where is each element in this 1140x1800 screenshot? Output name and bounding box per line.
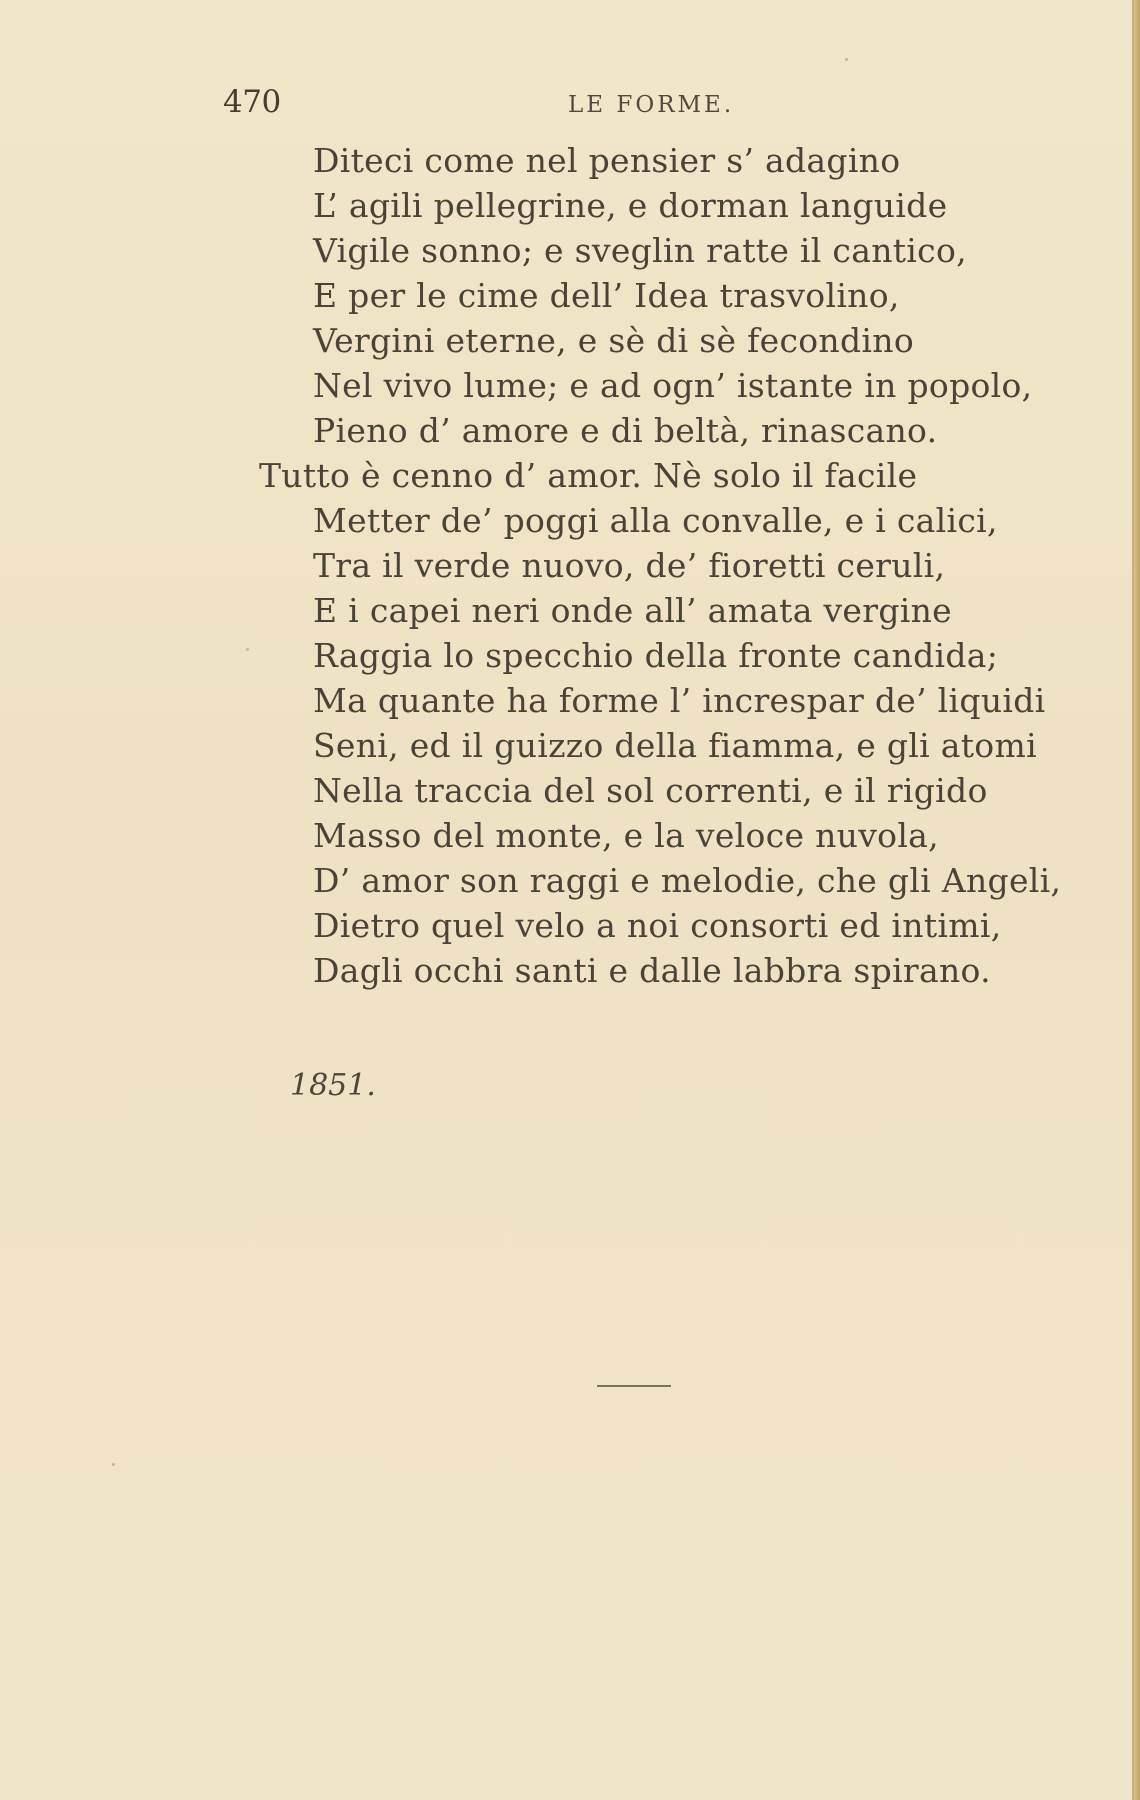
poem-line: Raggia lo specchio della fronte candida; [313, 636, 999, 675]
poem-date: 1851. [290, 1068, 376, 1103]
poem-line: Metter de’ poggi alla convalle, e i calici, [313, 501, 998, 540]
poem-line: Pieno d’ amore e di beltà, rinascano. [313, 411, 938, 450]
poem-line: E per le cime dell’ Idea trasvolino, [313, 276, 900, 315]
poem-line: Vigile sonno; e sveglin ratte il cantico, [313, 231, 967, 270]
paper-speck [845, 58, 848, 61]
paper-speck [246, 648, 249, 651]
poem-text [0, 138, 1140, 993]
poem-line: Dietro quel velo a noi consorti ed intimi, [313, 906, 1002, 945]
poem-line-stanza-start: Tutto è cenno d’ amor. Nè solo il facile [259, 456, 918, 495]
paper-speck [112, 1463, 115, 1466]
end-rule-divider [597, 1385, 671, 1387]
poem-line: Nella traccia del sol correnti, e il rigido [313, 771, 988, 810]
poem-line: Masso del monte, e la veloce nuvola, [313, 816, 939, 855]
poem-line: Ma quante ha forme l’ increspar de’ liquidi [313, 681, 1046, 720]
poem-line: Seni, ed il guizzo della fiamma, e gli atomi [313, 726, 1037, 765]
poem-line: Diteci come nel pensier s’ adagino [313, 141, 901, 180]
running-head: LE FORME. [568, 92, 735, 118]
poem-line: Dagli occhi santi e dalle labbra spirano. [313, 951, 991, 990]
poem-line: Nel vivo lume; e ad ogn’ istante in popolo, [313, 366, 1033, 405]
poem-line: L’ agili pellegrine, e dorman languide [313, 186, 948, 225]
poem-line: Vergini eterne, e sè di sè fecondino [313, 321, 914, 360]
poem-line: E i capei neri onde all’ amata vergine [313, 591, 952, 630]
page-number: 470 [223, 84, 281, 120]
poem-line: D’ amor son raggi e melodie, che gli Angeli, [313, 861, 1062, 900]
page-header [0, 80, 1140, 120]
poem-line: Tra il verde nuovo, de’ fioretti ceruli, [313, 546, 946, 585]
